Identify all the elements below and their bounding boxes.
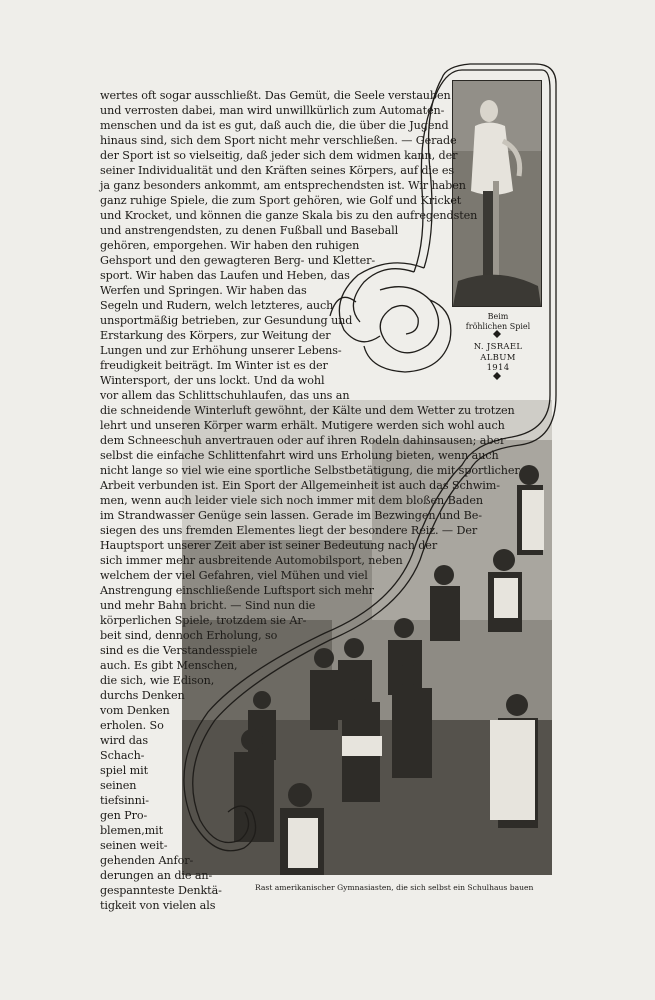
body-text-line: gen Pro- bbox=[100, 809, 148, 822]
body-text-line: auch. Es gibt Menschen, bbox=[100, 659, 238, 672]
photo-credit-line: 1914 bbox=[486, 363, 510, 373]
body-text-line: und Krocket, und können die ganze Skala bis zu den aufregendsten bbox=[100, 209, 478, 222]
caption-bottom: Rast amerikanischer Gymnasiasten, die sich selbst ein Schulhaus bauen bbox=[255, 883, 534, 892]
body-text-line: erholen. So bbox=[100, 719, 164, 732]
body-text-line: beit sind, dennoch Erholung, so bbox=[100, 629, 278, 642]
body-text-line: und verrosten dabei, man wird unwillkürlich zum Automaten- bbox=[100, 104, 445, 117]
body-text-line: ganz ruhige Spiele, die zum Sport gehören, wie Golf und Kricket bbox=[100, 194, 462, 207]
body-text-line: vor allem das Schlittschuhlaufen, das uns an bbox=[100, 389, 350, 402]
body-text-line: ja ganz besonders ankommt, am entsprechendsten ist. Wir haben bbox=[100, 179, 466, 192]
body-text-line: siegen des uns fremden Elementes liegt der besondere Reiz. — Der bbox=[100, 524, 478, 537]
body-text-line: wird das bbox=[100, 734, 148, 747]
body-text-line: spiel mit bbox=[100, 764, 149, 777]
body-text-line: die schneidende Winterluft gewöhnt, der Kälte und dem Wetter zu trotzen bbox=[100, 404, 515, 417]
body-text-line: hinaus sind, sich dem Sport nicht mehr verschließen. — Gerade bbox=[100, 134, 457, 147]
body-text-line: sind es die Verstandesspiele bbox=[100, 644, 258, 657]
body-text-line: lehrt und unseren Körper warm erhält. Mutigere werden sich wohl auch bbox=[100, 419, 505, 432]
body-text-line: men, wenn auch leider viele sich noch immer mit dem bloßen Baden bbox=[100, 494, 483, 507]
body-text-line: dem Schneeschuh anvertrauen oder auf ihren Rodeln dahinsausen; aber bbox=[100, 434, 506, 447]
photo-credit-line: N. JSRAEL bbox=[473, 342, 523, 352]
body-text-line: Wintersport, der uns lockt. Und da wohl bbox=[100, 374, 325, 387]
body-text-line: Gehsport und den gewagteren Berg- und Kletter- bbox=[100, 254, 376, 267]
body-text-line: blemen,mit bbox=[100, 824, 164, 837]
caption-top bbox=[455, 312, 541, 332]
body-text-line: vom Denken bbox=[100, 704, 170, 717]
body-text-line: nicht lange so viel wie eine sportliche Selbstbetätigung, die mit sportlicher bbox=[100, 464, 520, 477]
body-text-line: gehenden Anfor- bbox=[100, 854, 194, 867]
body-text-line: derungen an die an- bbox=[100, 869, 213, 882]
photo-credit-line: ALBUM bbox=[480, 352, 516, 363]
caption-top-line: fröhlichen Spiel bbox=[465, 322, 531, 331]
body-text-line: gespannteste Denktä- bbox=[100, 884, 222, 897]
body-text-line: Segeln und Rudern, welch letzteres, auch bbox=[100, 299, 334, 312]
body-text-line: der Sport ist so vielseitig, daß jeder sich dem widmen kann, der bbox=[100, 149, 458, 162]
body-text-line: Arbeit verbunden ist. Ein Sport der Allgemeinheit ist auch das Schwim- bbox=[100, 479, 500, 492]
body-text-line: die sich, wie Edison, bbox=[100, 674, 215, 687]
body-text-line: sich immer mehr ausbreitende Automobilsport, neben bbox=[100, 554, 403, 567]
body-text-line: wertes oft sogar ausschließt. Das Gemüt, die Seele verstauben bbox=[100, 89, 451, 102]
body-text-line: welchem der viel Gefahren, viel Mühen und viel bbox=[100, 569, 368, 582]
body-text-line: sport. Wir haben das Laufen und Heben, das bbox=[100, 269, 350, 282]
body-text-line: gehören, emporgehen. Wir haben den ruhigen bbox=[100, 239, 360, 252]
photo-credit bbox=[455, 342, 541, 374]
body-text-line: seinen bbox=[100, 779, 137, 792]
body-text-line: im Strandwasser Genüge sein lassen. Gerade im Bezwingen und Be- bbox=[100, 509, 482, 522]
body-text-line: Schach- bbox=[100, 749, 145, 762]
body-text-line: körperlichen Spiele, trotzdem sie Ar- bbox=[100, 614, 307, 627]
body-text-line: menschen und da ist es gut, daß auch die, die über die Jugend bbox=[100, 119, 449, 132]
body-text-line: Erstarkung des Körpers, zur Weitung der bbox=[100, 329, 331, 342]
caption-top-line: Beim bbox=[487, 312, 509, 321]
body-text-line: Lungen und zur Erhöhung unserer Lebens- bbox=[100, 344, 342, 357]
body-text-line: unsportmäßig betrieben, zur Gesundung und bbox=[100, 314, 353, 327]
body-text-line: selbst die einfache Schlittenfahrt wird uns Erholung bieten, wenn auch bbox=[100, 449, 499, 462]
body-text-line: durchs Denken bbox=[100, 689, 185, 702]
body-text-line: und mehr Bahn bricht. — Sind nun die bbox=[100, 599, 316, 612]
body-text-line: seinen weit- bbox=[100, 839, 168, 852]
body-text-line: und anstrengendsten, zu denen Fußball und Baseball bbox=[100, 224, 399, 237]
body-text-line: seiner Individualität und den Kräften seines Körpers, auf die es bbox=[100, 164, 455, 177]
body-text-line: Hauptsport unserer Zeit aber ist seiner Bedeutung nach der bbox=[100, 539, 438, 552]
body-text-line: freudigkeit beiträgt. Im Winter ist es der bbox=[100, 359, 328, 372]
body-text-line: tiefsinni- bbox=[100, 794, 149, 807]
body-text-line: Anstrengung einschließende Luftsport sich mehr bbox=[100, 584, 374, 597]
body-text-line: Werfen und Springen. Wir haben das bbox=[100, 284, 307, 297]
body-text-line: tigkeit von vielen als bbox=[100, 899, 216, 912]
